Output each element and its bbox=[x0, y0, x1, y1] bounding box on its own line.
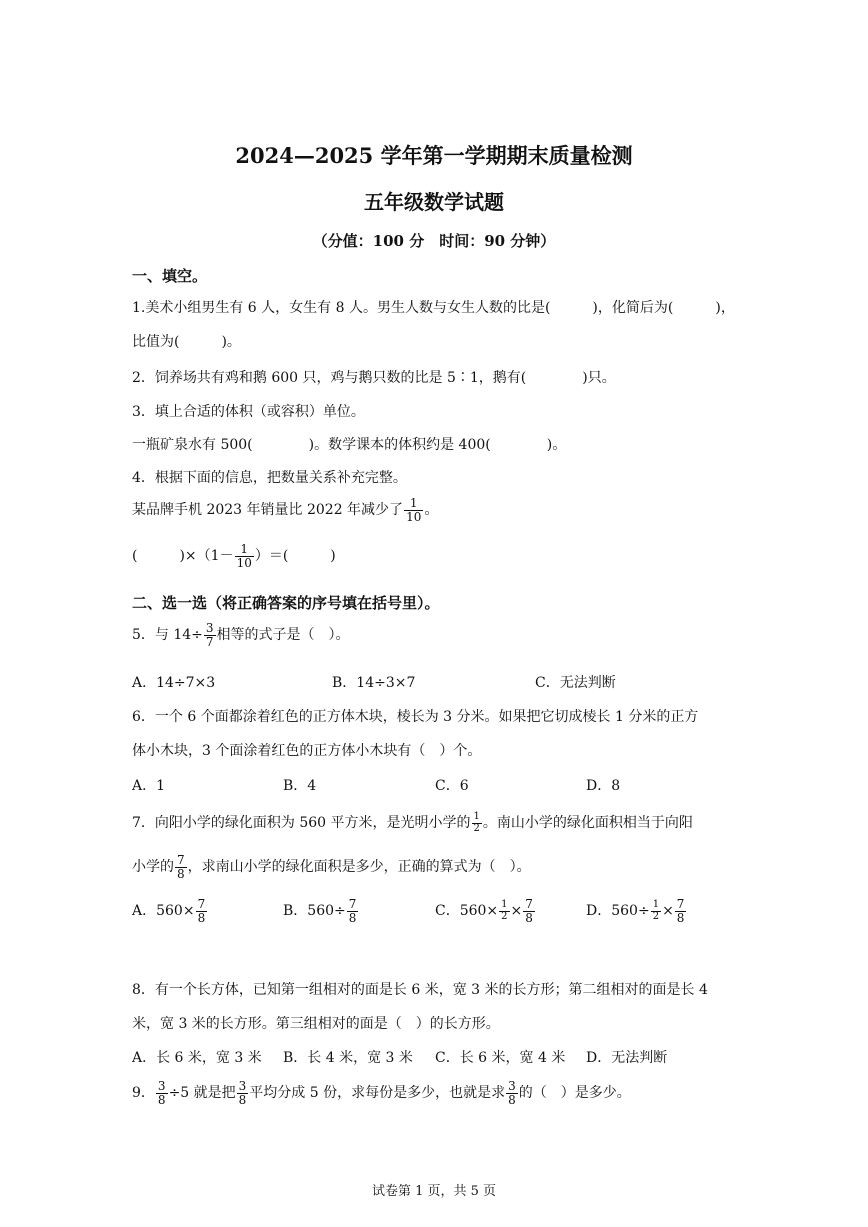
q4-line3-pre: ( )×（1－ bbox=[132, 548, 234, 565]
q7-option-c: C．560× $\frac{1}{2}$ × $\frac{7}{8}$ bbox=[435, 897, 533, 925]
exam-title: 2024—2025 学年第一学期期末质量检测 bbox=[235, 143, 633, 168]
q9-fraction-3: $\frac{3}{8}$ bbox=[508, 1079, 516, 1107]
q7-fraction: $\frac{7}{8}$ bbox=[177, 853, 185, 881]
q5-option-b: B．14÷3×7 bbox=[332, 675, 416, 691]
q6-line1: 6．一个 6 个面都涂着红色的正方体木块，棱长为 3 分米。如果把它切成棱长 1 分米的正方 bbox=[132, 709, 699, 725]
q3-line1: 3．填上合适的体积（或容积）单位。 bbox=[132, 404, 365, 420]
section2-heading: 二、选一选（将正确答案的序号填在括号里）。 bbox=[132, 594, 440, 612]
q8-option-a: A．长 6 米，宽 3 米 bbox=[132, 1050, 262, 1066]
q2-text: 2．饲养场共有鸡和鹅 600 只，鸡与鹅只数的比是 5∶1，鹅有( )只。 bbox=[132, 370, 616, 386]
q4-line3: ( )×（1－ $\frac{1}{10}$ ）＝( ) bbox=[132, 542, 336, 570]
q4-line2-pre: 某品牌手机 2023 年销量比 2022 年减少了 bbox=[132, 502, 404, 519]
q1-line1: 1.美术小组男生有 6 人，女生有 8 人。男生人数与女生人数的比是( )，化简后为( )， bbox=[132, 300, 735, 316]
q4-fraction: $\frac{1}{10}$ bbox=[406, 496, 422, 524]
q7-option-d: D．560÷ $\frac{1}{2}$ × $\frac{7}{8}$ bbox=[586, 897, 685, 925]
q6-option-c: C．6 bbox=[435, 778, 469, 794]
q9-fraction-1: $\frac{3}{8}$ bbox=[157, 1079, 166, 1107]
q7-line1: 7．向阳小学的绿化面积为 560 平方米，是光明小学的 $\frac{1}{2}$ 。南山小学的绿化面积相当于向阳 bbox=[132, 811, 693, 834]
q7-half-fraction: $\frac{1}{2}$ bbox=[473, 811, 480, 834]
q5-text: 5．与 14÷ $\frac{3}{7}$ 相等的式子是（ ）。 bbox=[132, 621, 350, 649]
q4-line2: 某品牌手机 2023 年销量比 2022 年减少了 $\frac{1}{10}$ 。 bbox=[132, 496, 439, 524]
q6-option-d: D．8 bbox=[586, 778, 621, 794]
q1-line2: 比值为( )。 bbox=[132, 334, 241, 350]
section1-heading: 一、填空。 bbox=[132, 267, 208, 285]
q6-line2: 体小木块，3 个面涂着红色的正方体小木块有（ ）个。 bbox=[132, 743, 482, 759]
exam-info: （分值：100 分 时间：90 分钟） bbox=[312, 232, 556, 250]
q8-option-c: C．长 6 米，宽 4 米 bbox=[435, 1050, 566, 1066]
q6-option-b: B．4 bbox=[283, 778, 317, 794]
q8-option-d: D．无法判断 bbox=[586, 1050, 668, 1066]
q8-line2: 米，宽 3 米的长方形。第三组相对的面是（ ）的长方形。 bbox=[132, 1016, 500, 1032]
q5-option-c: C．无法判断 bbox=[535, 675, 616, 691]
exam-subtitle: 五年级数学试题 bbox=[364, 190, 504, 214]
q7-option-b: B．560÷ $\frac{7}{8}$ bbox=[283, 897, 357, 925]
q7-line2: 小学的 $\frac{7}{8}$ ，求南山小学的绿化面积是多少，正确的算式为（ ）。 bbox=[132, 853, 531, 881]
q5-fraction: $\frac{3}{7}$ bbox=[205, 621, 214, 649]
q8-line1: 8．有一个长方体，已知第一组相对的面是长 6 米，宽 3 米的长方形；第二组相对的面是长 4 bbox=[132, 982, 708, 998]
q7-option-a: A．560× $\frac{7}{8}$ bbox=[132, 897, 206, 925]
page-footer: 试卷第 1 页，共 5 页 bbox=[371, 1184, 497, 1199]
q4-line1: 4．根据下面的信息，把数量关系补充完整。 bbox=[132, 470, 407, 486]
q4-line3-fraction: $\frac{1}{10}$ bbox=[236, 542, 252, 570]
q8-option-b: B．长 4 米，宽 3 米 bbox=[283, 1050, 413, 1066]
q3-line2: 一瓶矿泉水有 500( )。数学课本的体积约是 400( )。 bbox=[132, 437, 567, 453]
q6-option-a: A．1 bbox=[132, 778, 166, 794]
q9-text: 9． $\frac{3}{8}$ ÷5 就是把 $\frac{3}{8}$ 平均分成 5 份，求每份是多少，也就是求 $\frac{3}{8}$ 的（ ）是多少。 bbox=[132, 1079, 631, 1107]
q5-option-a: A．14÷7×3 bbox=[132, 675, 216, 691]
q9-fraction-2: $\frac{3}{8}$ bbox=[238, 1079, 247, 1107]
